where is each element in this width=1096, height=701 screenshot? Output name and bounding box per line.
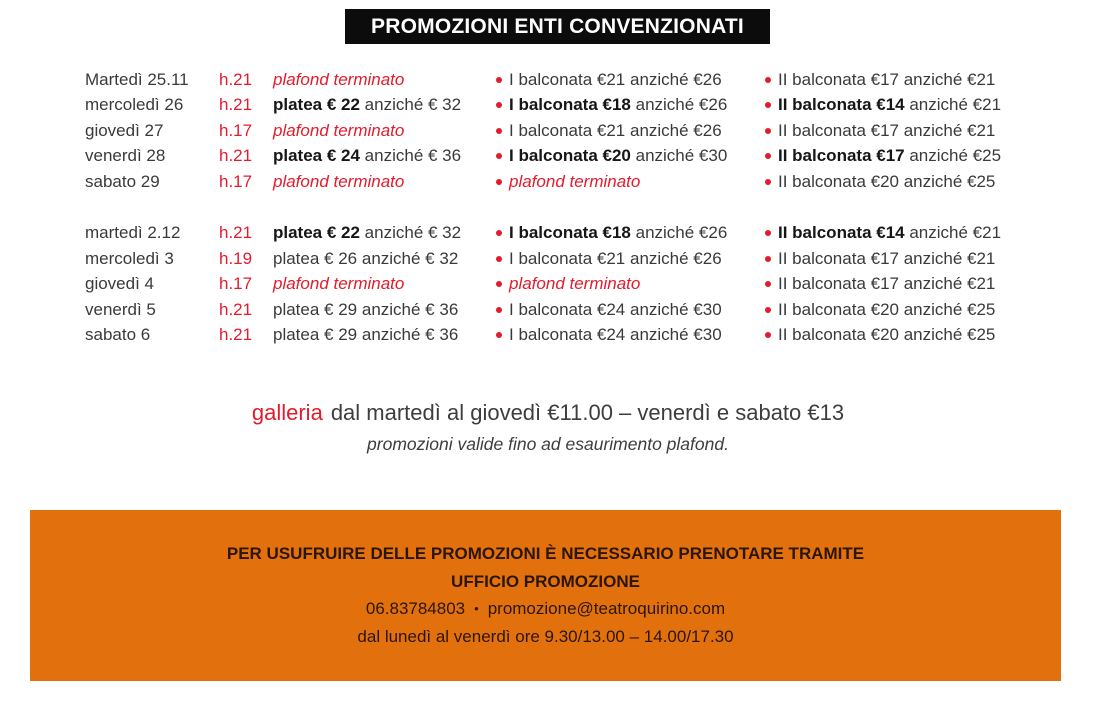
price-main: platea € 29 [273,325,358,345]
galleria-note: promozioni valide fino ad esaurimento plafond. [367,434,729,454]
balconata2-cell [765,146,1086,166]
balconata2-cell [765,172,1086,192]
balconata1-cell [496,274,765,294]
price-main: II balconata €17 [778,69,899,89]
price-main: II balconata €17 [778,146,905,166]
price-main: II balconata €14 [778,223,905,243]
platea-cell [273,274,496,294]
balconata2-cell [765,95,1086,115]
promo-block [85,67,1086,195]
price-main: platea € 22 [273,223,360,243]
time-cell: h.17 [219,120,253,140]
price-main: platea € 24 [273,146,360,166]
table-row [85,67,1086,93]
balconata1-cell [496,300,765,320]
time-cell: h.17 [219,171,253,191]
balconata2-cell [765,274,1086,294]
date-cell: mercoledì 26 [85,95,184,115]
bullet-icon [496,128,502,134]
promo-table [85,67,1086,374]
price-rest: anziché € 32 [359,95,462,115]
balconata2-cell [765,325,1086,345]
footer-contact [30,595,1061,623]
price-rest: anziché €26 [630,223,728,243]
soldout-text: plafond terminato [273,69,405,89]
price-main: II balconata €14 [778,95,905,115]
price-rest: anziché €25 [898,299,996,319]
platea-cell [273,325,496,345]
bullet-icon [765,179,771,185]
balconata2-cell [765,121,1086,141]
soldout-text: plafond terminato [273,120,405,140]
date-cell: venerdì 28 [85,146,166,166]
date-cell: Martedì 25.11 [85,69,189,89]
platea-cell [273,121,496,141]
bullet-icon [765,102,771,108]
platea-cell [273,300,496,320]
price-rest: anziché € 36 [359,146,462,166]
soldout-text: plafond terminato [509,274,641,294]
price-rest: anziché €25 [898,171,996,191]
balconata1-cell [496,249,765,269]
galleria-label: galleria [251,400,323,425]
bullet-icon [765,153,771,159]
page-title [345,9,770,44]
platea-cell [273,223,496,243]
bullet-icon [765,77,771,83]
bullet-icon [765,128,771,134]
email-address: promozione@teatroquirino.com [487,599,726,618]
date-cell: venerdì 5 [85,299,156,319]
balconata1-cell [496,70,765,90]
galleria-text: dal martedì al giovedì €11.00 – venerdì e sabato €13 [330,400,845,425]
galleria-line [0,400,1096,426]
table-row [85,169,1086,195]
price-rest: anziché €26 [625,120,722,140]
platea-cell [273,172,496,192]
platea-cell [273,249,496,269]
price-rest: anziché €25 [898,325,996,345]
time-cell: h.21 [219,69,253,89]
bullet-icon [496,102,502,108]
price-rest: anziché € 36 [357,299,459,319]
price-main: platea € 22 [273,95,360,115]
price-rest: anziché €21 [904,223,1002,243]
bullet-icon [765,281,771,287]
time-cell: h.21 [219,299,253,319]
bullet-icon [496,281,502,287]
bullet-separator: • [474,601,479,616]
price-main: platea € 29 [273,299,358,319]
price-rest: anziché €26 [630,95,728,115]
table-row [85,297,1086,323]
time-cell: h.21 [219,223,253,243]
balconata1-cell [496,325,765,345]
price-main: II balconata €20 [778,171,899,191]
balconata1-cell [496,223,765,243]
balconata2-cell [765,223,1086,243]
balconata2-cell [765,300,1086,320]
table-row [85,93,1086,119]
bullet-icon [496,179,502,185]
bullet-icon [496,332,502,338]
bullet-icon [765,230,771,236]
platea-cell [273,70,496,90]
balconata1-cell [496,172,765,192]
price-main: I balconata €24 [509,299,626,319]
price-main: I balconata €21 [509,248,626,268]
balconata2-cell [765,249,1086,269]
price-rest: anziché €21 [898,248,996,268]
price-rest: anziché €26 [625,69,722,89]
price-main: I balconata €18 [509,223,631,243]
table-row [85,323,1086,349]
bullet-icon [496,230,502,236]
time-cell: h.21 [219,95,253,115]
platea-cell [273,146,496,166]
price-rest: anziché €25 [904,146,1002,166]
balconata1-cell [496,121,765,141]
price-rest: anziché €21 [898,120,996,140]
price-main: platea € 26 [273,248,358,268]
price-main: I balconata €21 [509,69,626,89]
bullet-icon [496,153,502,159]
date-cell: mercoledì 3 [85,248,174,268]
galleria-section [0,400,1096,455]
balconata2-cell [765,70,1086,90]
phone-number: 06.83784803 [365,599,466,618]
price-main: II balconata €17 [778,248,899,268]
price-rest: anziché €26 [625,248,722,268]
price-main: I balconata €21 [509,120,626,140]
footer-hours: dal lunedì al venerdì ore 9.30/13.00 – 14.00/17.30 [357,626,734,646]
soldout-text: plafond terminato [273,171,405,191]
bullet-icon [496,77,502,83]
price-rest: anziché € 36 [357,325,459,345]
bullet-icon [765,307,771,313]
bullet-icon [496,307,502,313]
price-rest: anziché €21 [904,95,1002,115]
bullet-icon [496,256,502,262]
price-main: II balconata €17 [778,120,899,140]
price-main: I balconata €18 [509,95,631,115]
date-cell: sabato 29 [85,171,160,191]
footer-box [30,510,1061,681]
price-rest: anziché €21 [898,274,996,294]
time-cell: h.17 [219,274,253,294]
date-cell: giovedì 4 [85,274,154,294]
soldout-text: plafond terminato [273,274,405,294]
table-row [85,118,1086,144]
platea-cell [273,95,496,115]
price-main: II balconata €20 [778,299,899,319]
table-row [85,144,1086,170]
footer-line-2: UFFICIO PROMOZIONE [451,571,640,591]
price-rest: anziché €30 [625,325,722,345]
bullet-icon [765,332,771,338]
price-main: II balconata €20 [778,325,899,345]
price-rest: anziché € 32 [359,223,462,243]
price-main: I balconata €20 [509,146,631,166]
date-cell: sabato 6 [85,325,151,345]
date-cell: martedì 2.12 [85,223,181,243]
price-main: I balconata €24 [509,325,626,345]
price-rest: anziché €30 [630,146,728,166]
time-cell: h.19 [219,248,253,268]
soldout-text: plafond terminato [509,171,641,191]
price-rest: anziché €30 [625,299,722,319]
footer-line-1: PER USUFRUIRE DELLE PROMOZIONI È NECESSARIO PRENOTARE TRAMITE [226,544,865,563]
table-row [85,272,1086,298]
time-cell: h.21 [219,325,253,345]
time-cell: h.21 [219,146,253,166]
promo-block [85,221,1086,349]
price-rest: anziché €21 [898,69,996,89]
table-row [85,221,1086,247]
date-cell: giovedì 27 [85,120,164,140]
balconata1-cell [496,146,765,166]
bullet-icon [765,256,771,262]
balconata1-cell [496,95,765,115]
price-main: II balconata €17 [778,274,899,294]
page-title-text: PROMOZIONI ENTI CONVENZIONATI [371,14,744,38]
price-rest: anziché € 32 [357,248,459,268]
table-row [85,246,1086,272]
